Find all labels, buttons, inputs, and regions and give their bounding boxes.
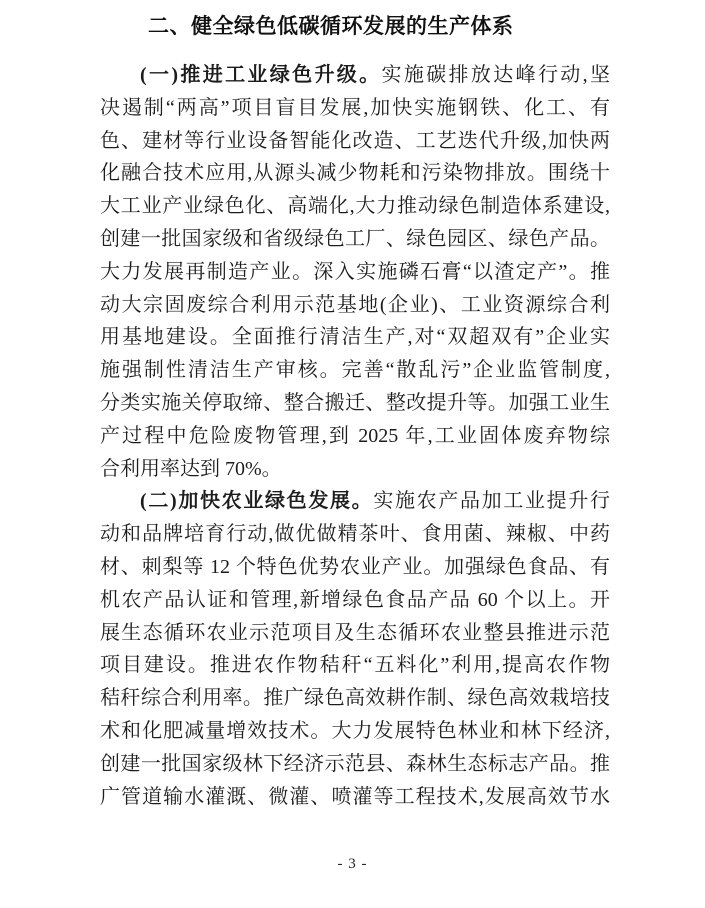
body-line: 大力发展再制造产业。深入实施磷石膏“以渣定产”。推 xyxy=(100,260,610,283)
paragraph-lead-rest: 实施农产品加工业提升行 xyxy=(373,490,610,513)
body-line: 创建一批国家级林下经济示范县、森林生态标志产品。推 xyxy=(100,752,610,775)
body-line xyxy=(100,59,610,92)
paragraph-lead-bold: (二)加快农业绿色发展。 xyxy=(140,490,374,513)
section-heading: 二、健全绿色低碳循环发展的生产体系 xyxy=(148,15,514,38)
body-line: 广管道输水灌溉、微灌、喷灌等工程技术,发展高效节水 xyxy=(100,785,610,808)
body-line: 展生态循环农业示范项目及生态循环农业整县推进示范 xyxy=(100,621,610,644)
document-body xyxy=(100,59,610,813)
body-line xyxy=(100,485,610,518)
body-line: 机农产品认证和管理,新增绿色食品产品 60 个以上。开 xyxy=(100,588,610,611)
page-number: - 3 - xyxy=(337,856,368,872)
paragraph-lead-rest: 实施碳排放达峰行动,坚 xyxy=(381,64,610,86)
body-line: 用基地建设。全面推行清洁生产,对“双超双有”企业实 xyxy=(100,326,610,349)
body-line: 色、建材等行业设备智能化改造、工艺迭代升级,加快两 xyxy=(100,129,610,152)
paragraph-agriculture-green-development xyxy=(100,485,610,813)
body-line: 合利用率达到 70%。 xyxy=(100,457,282,480)
paragraph-lead-bold: (一)推进工业绿色升级。 xyxy=(140,64,382,86)
body-line: 大工业产业绿色化、高端化,大力推动绿色制造体系建设, xyxy=(100,195,610,218)
body-line: 施强制性清洁生产审核。完善“散乱污”企业监管制度, xyxy=(100,359,610,382)
body-line: 材、刺梨等 12 个特色优势农业产业。加强绿色食品、有 xyxy=(100,555,610,578)
body-line: 化融合技术应用,从源头减少物耗和污染物排放。围绕十 xyxy=(100,162,610,185)
body-line: 动大宗固废综合利用示范基地(企业)、工业资源综合利 xyxy=(100,293,610,316)
body-line: 产过程中危险废物管理,到 2025 年,工业固体废弃物综 xyxy=(100,424,610,447)
body-line: 决遏制“两高”项目盲目发展,加快实施钢铁、化工、有 xyxy=(100,96,610,119)
paragraph-industry-green-upgrade xyxy=(100,59,610,485)
body-line: 创建一批国家级和省级绿色工厂、绿色园区、绿色产品。 xyxy=(100,227,610,250)
body-line: 动和品牌培育行动,做优做精茶叶、食用菌、辣椒、中药 xyxy=(100,523,610,546)
body-line: 术和化肥减量增效技术。大力发展特色林业和林下经济, xyxy=(100,719,610,742)
body-line: 秸秆综合利用率。推广绿色高效耕作制、绿色高效栽培技 xyxy=(100,687,610,710)
body-line: 项目建设。推进农作物秸秆“五料化”利用,提高农作物 xyxy=(100,654,610,677)
body-line: 分类实施关停取缔、整合搬迁、整改提升等。加强工业生 xyxy=(100,391,610,414)
